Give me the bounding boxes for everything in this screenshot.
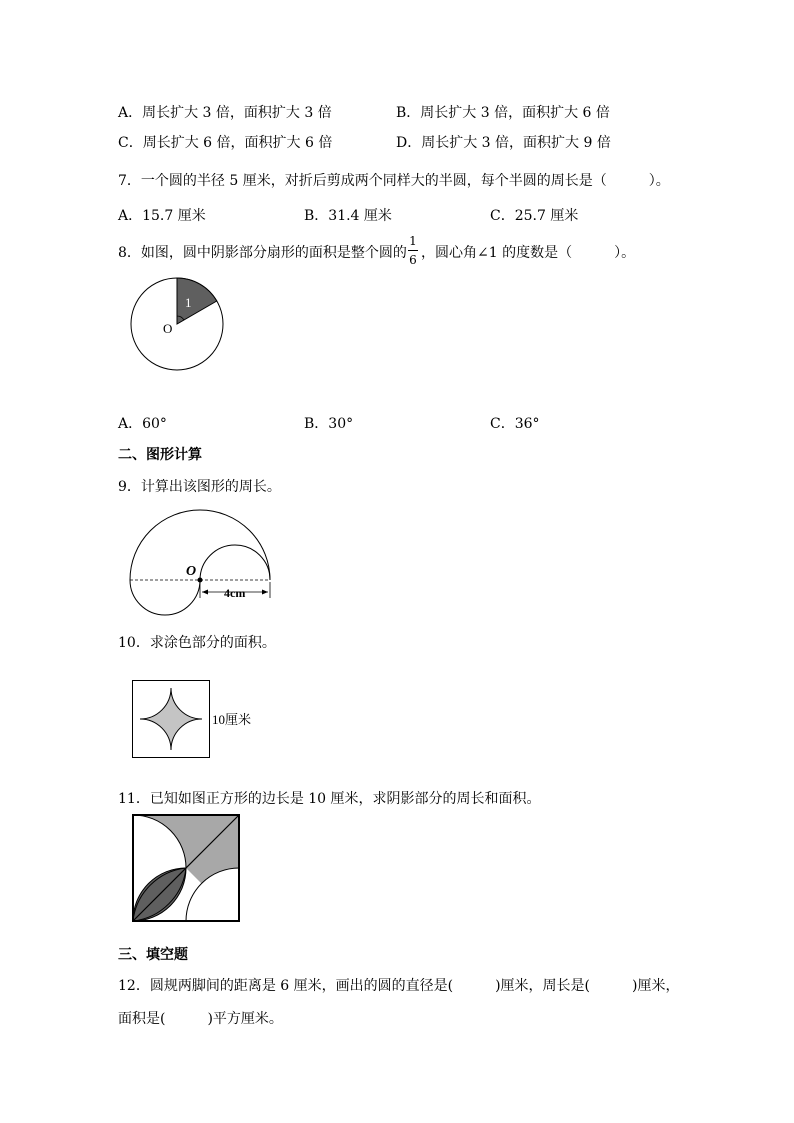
q8-option-c: C．36°: [490, 416, 540, 432]
q12-line1: 12．圆规两脚间的距离是 6 厘米，画出的圆的直径是( )厘米，周长是( )厘米，: [118, 978, 680, 994]
q6-option-c: C．周长扩大 6 倍，面积扩大 6 倍: [118, 135, 333, 151]
q8-label-angle: 1: [185, 295, 192, 310]
q7-text: 7．一个圆的半径 5 厘米，对折后剪成两个同样大的半圆，每个半圆的周长是（ ）。: [118, 173, 670, 189]
section-3-heading: 三、填空题: [118, 947, 188, 963]
q10-text: 10．求涂色部分的面积。: [118, 635, 276, 651]
section-2-heading: 二、图形计算: [118, 447, 202, 463]
q8-text-after: ，圆心角∠1 的度数是（ ）。: [421, 245, 636, 261]
q10-figure: [132, 680, 262, 760]
q9-center-dot: [198, 578, 203, 583]
q9-text: 9．计算出该图形的周长。: [118, 479, 281, 495]
q11-text: 11．已知如图正方形的边长是 10 厘米，求阴影部分的周长和面积。: [118, 791, 541, 807]
q9-label-o: O: [186, 564, 197, 579]
q8-fraction-denominator: 6: [409, 253, 417, 267]
q7-option-c: C．25.7 厘米: [490, 208, 579, 224]
q6-option-a: A．周长扩大 3 倍，面积扩大 3 倍: [118, 105, 332, 121]
q8-text-before: 8．如图，圆中阴影部分扇形的面积是整个圆的: [118, 245, 407, 261]
q8-fraction-numerator: 1: [409, 234, 417, 248]
q6-option-d: D．周长扩大 3 倍，面积扩大 9 倍: [396, 135, 611, 151]
q7-option-a: A．15.7 厘米: [118, 208, 206, 224]
q9-figure: [126, 505, 276, 625]
q12-line2: 面积是( )平方厘米。: [118, 1011, 283, 1027]
q9-label-length: 4cm: [224, 586, 246, 600]
q9-bottom-semicircle: [130, 580, 200, 615]
q8-fraction-bar: [408, 250, 418, 251]
q8-option-b: B．30°: [304, 416, 354, 432]
q9-small-semicircle: [200, 545, 270, 580]
q8-circle-figure: [128, 276, 228, 376]
q10-label-side: 10厘米: [212, 712, 252, 727]
q8-option-a: A．60°: [118, 416, 167, 432]
q9-large-semicircle: [130, 510, 270, 580]
q7-option-b: B．31.4 厘米: [304, 208, 392, 224]
q8-label-center: O: [163, 321, 173, 336]
q6-option-b: B．周长扩大 3 倍，面积扩大 6 倍: [396, 105, 610, 121]
q11-figure: [132, 814, 242, 924]
